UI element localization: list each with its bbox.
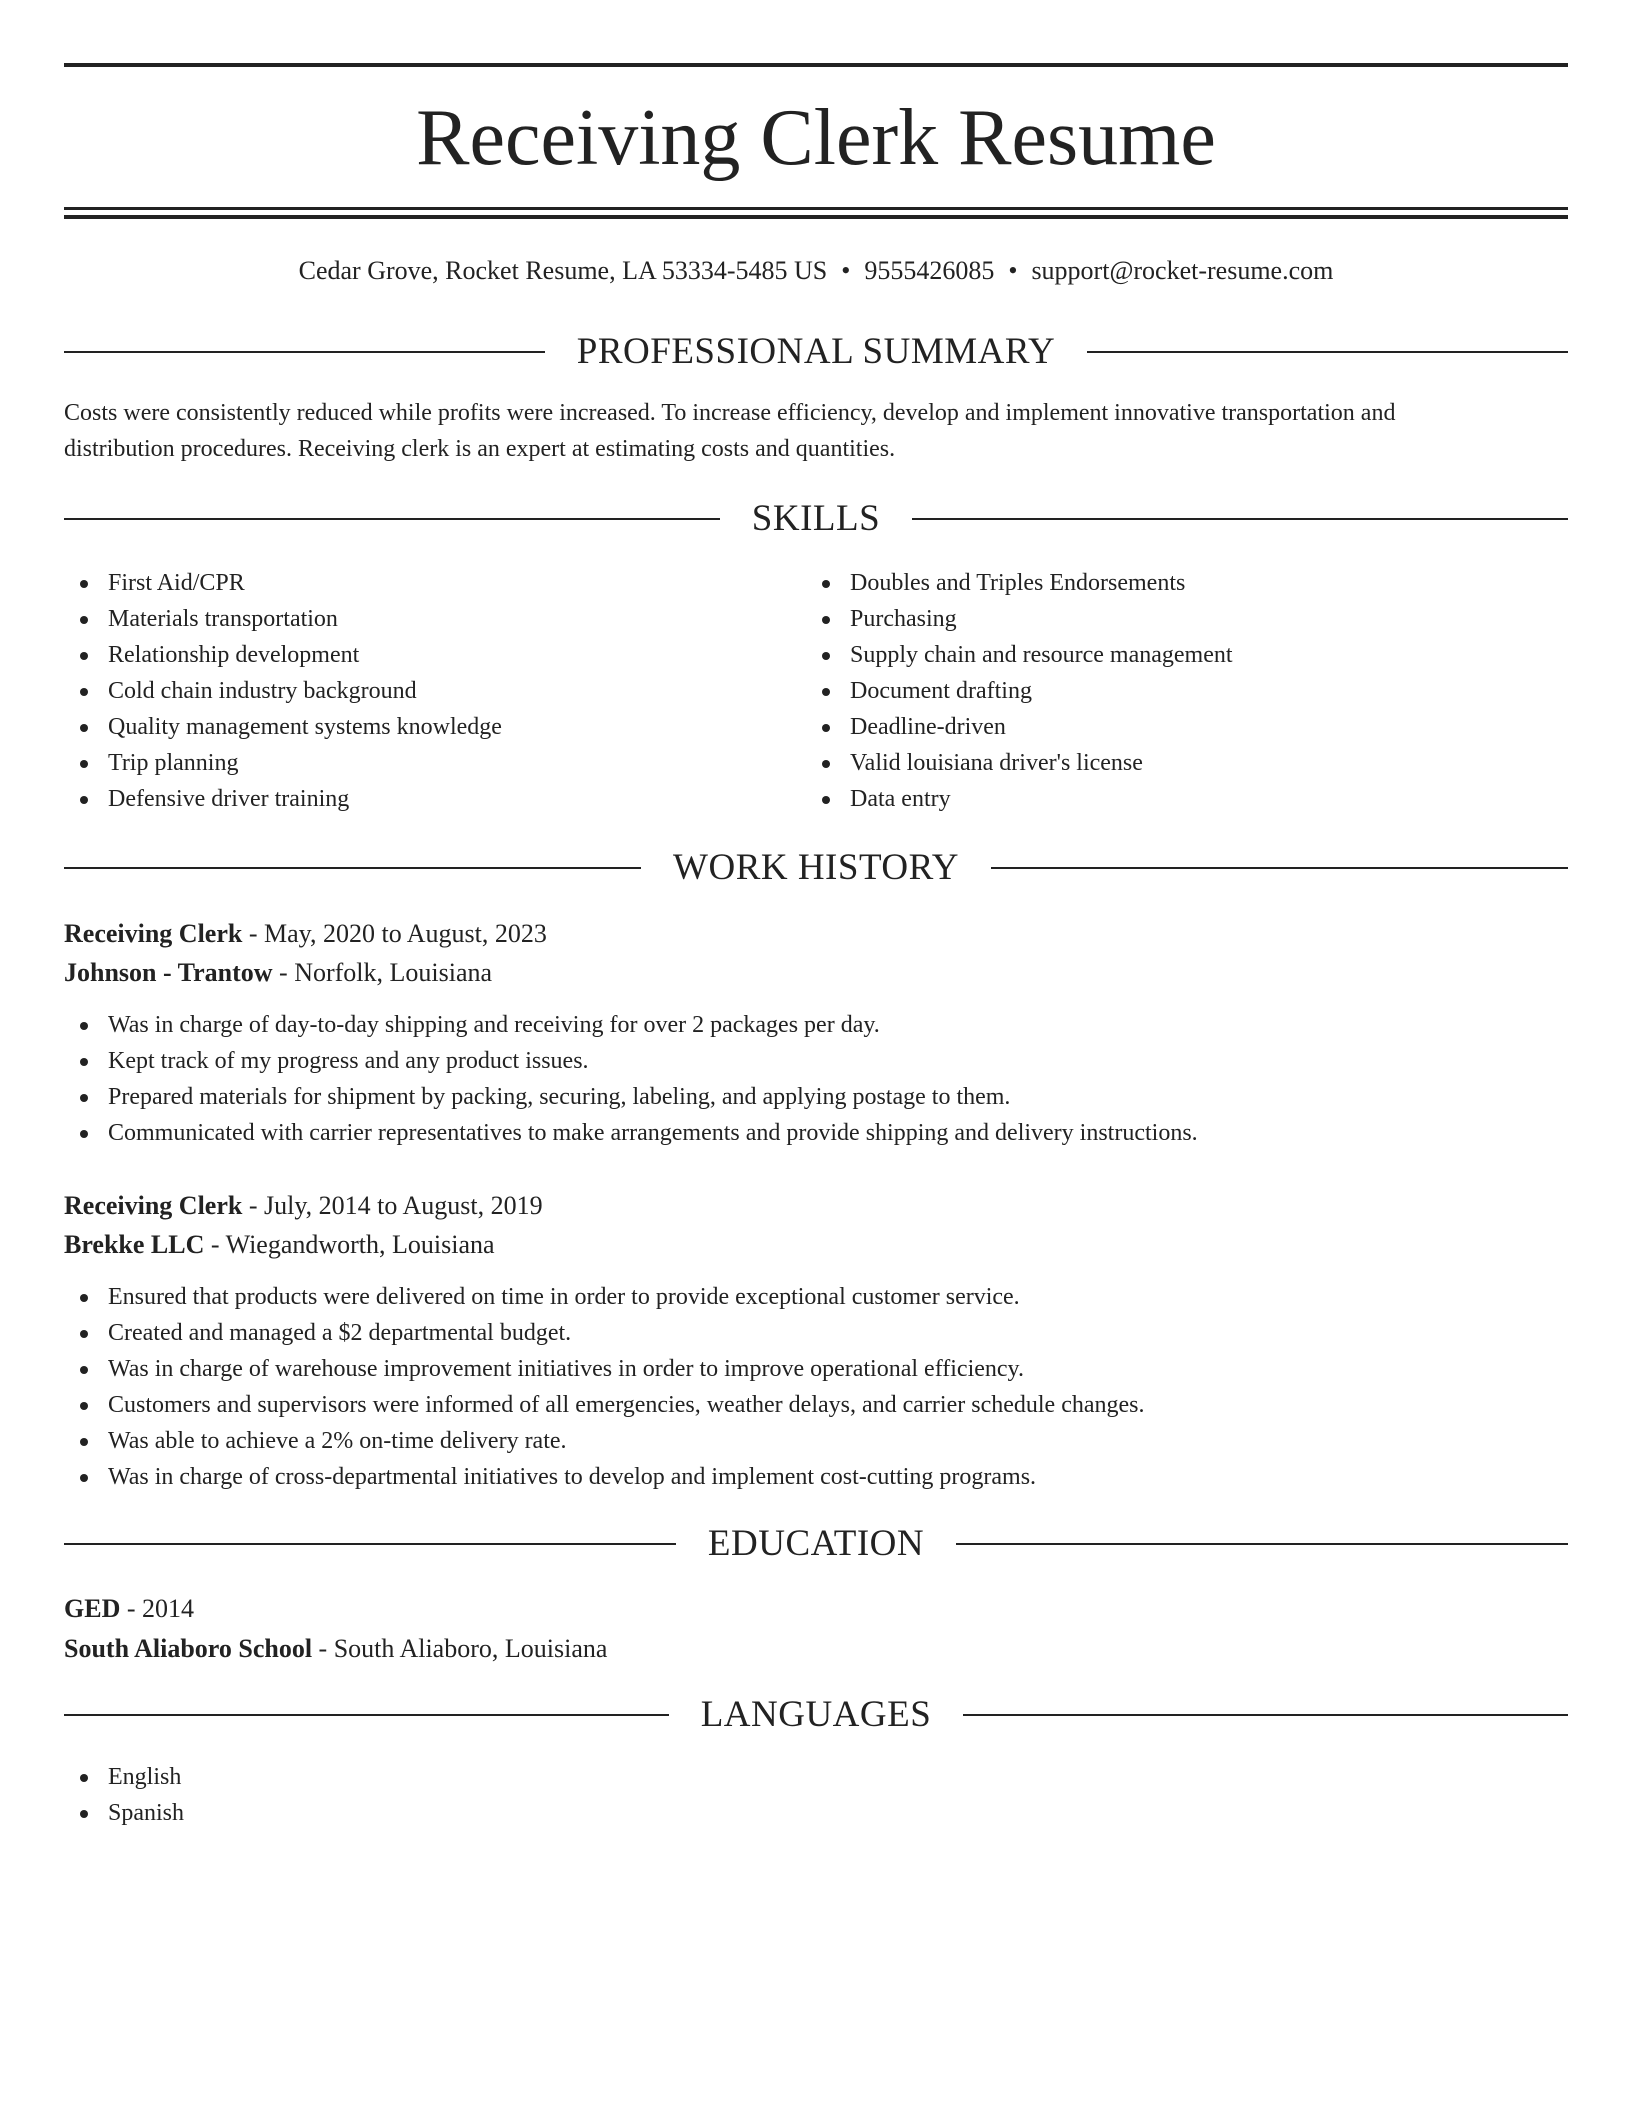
contact-address: Cedar Grove, Rocket Resume, LA 53334-5485 US (298, 256, 828, 285)
education-degree: GED (64, 1594, 121, 1623)
skill-item: Relationship development (64, 637, 764, 673)
job-bullet: Customers and supervisors were informed of all emergencies, weather delays, and carrier schedule changes. (64, 1387, 1568, 1423)
job-dates: - July, 2014 to August, 2019 (242, 1191, 543, 1220)
skill-item: Data entry (806, 781, 1506, 817)
job-company-line (64, 955, 1568, 991)
section-title-languages: LANGUAGES (700, 1694, 932, 1735)
summary-text (64, 395, 1568, 467)
job-location: - Wiegandworth, Louisiana (204, 1230, 495, 1259)
contact-line (64, 254, 1568, 288)
section-header-skills (64, 497, 1568, 541)
skill-item: Deadline-driven (806, 709, 1506, 745)
section-rule-right (956, 1543, 1568, 1545)
job-bullet: Was able to achieve a 2% on-time delivery rate. (64, 1423, 1568, 1459)
job-bullet: Was in charge of cross-departmental initiatives to develop and implement cost-cutting programs. (64, 1459, 1568, 1495)
job-title-line (64, 1188, 1568, 1224)
job-bullet: Created and managed a $2 departmental budget. (64, 1315, 1568, 1351)
education-school-line (64, 1631, 1568, 1667)
skill-item: Valid louisiana driver's license (806, 745, 1506, 781)
section-title-summary: PROFESSIONAL SUMMARY (576, 331, 1056, 372)
section-title-education: EDUCATION (707, 1523, 925, 1564)
summary-line: Costs were consistently reduced while profits were increased. To increase efficiency, develop and implement innovative transportation and (64, 400, 1396, 426)
job-bullet: Kept track of my progress and any product issues. (64, 1043, 1568, 1079)
job-bullet: Was in charge of warehouse improvement initiatives in order to improve operational efficiency. (64, 1351, 1568, 1387)
top-rule (64, 63, 1568, 67)
skill-item: Defensive driver training (64, 781, 764, 817)
skills-column-left (64, 565, 764, 817)
contact-phone: 9555426085 (864, 256, 995, 285)
job-title-line (64, 916, 1568, 952)
summary-line: distribution procedures. Receiving clerk is an expert at estimating costs and quantities. (64, 436, 896, 462)
skill-item: Purchasing (806, 601, 1506, 637)
section-rule-right (912, 518, 1568, 520)
section-rule-left (64, 867, 641, 869)
job-company: Johnson - Trantow (64, 958, 273, 987)
job-location: - Norfolk, Louisiana (272, 958, 493, 987)
section-header-summary (64, 330, 1568, 374)
job-bullet: Ensured that products were delivered on time in order to provide exceptional customer service. (64, 1279, 1568, 1315)
skill-item: Document drafting (806, 673, 1506, 709)
bullet-separator-icon: • (841, 256, 851, 285)
section-title-work: WORK HISTORY (673, 847, 959, 888)
skill-item: Trip planning (64, 745, 764, 781)
section-rule-right (963, 1714, 1568, 1716)
education-degree-line (64, 1591, 1568, 1627)
job-company: Brekke LLC (64, 1230, 205, 1259)
language-item: English (64, 1759, 1568, 1795)
education-year: - 2014 (120, 1594, 195, 1623)
job-title: Receiving Clerk (64, 919, 243, 948)
skills-column-right (806, 565, 1506, 817)
job-bullets (64, 1279, 1568, 1495)
language-item: Spanish (64, 1795, 1568, 1831)
section-rule-left (64, 518, 720, 520)
job-bullet: Was in charge of day-to-day shipping and receiving for over 2 packages per day. (64, 1007, 1568, 1043)
job-bullet: Prepared materials for shipment by packing, securing, labeling, and applying postage to them. (64, 1079, 1568, 1115)
section-rule-left (64, 1543, 676, 1545)
job-title: Receiving Clerk (64, 1191, 243, 1220)
resume-title: Receiving Clerk Resume (416, 94, 1216, 182)
skill-item: Materials transportation (64, 601, 764, 637)
section-title-skills: SKILLS (751, 498, 881, 539)
contact-email: support@rocket-resume.com (1031, 256, 1334, 285)
skill-item: First Aid/CPR (64, 565, 764, 601)
skill-item: Supply chain and resource management (806, 637, 1506, 673)
language-list (64, 1759, 1568, 1831)
job-bullet: Communicated with carrier representatives to make arrangements and provide shipping and delivery instructions. (64, 1115, 1568, 1151)
section-rule-left (64, 351, 545, 353)
education-school: South Aliaboro School (64, 1634, 313, 1663)
section-rule-left (64, 1714, 669, 1716)
skill-item: Quality management systems knowledge (64, 709, 764, 745)
section-header-education (64, 1522, 1568, 1566)
job-dates: - May, 2020 to August, 2023 (242, 919, 547, 948)
section-header-work (64, 846, 1568, 890)
title-rule-upper (64, 207, 1568, 210)
skill-item: Cold chain industry background (64, 673, 764, 709)
job-bullets (64, 1007, 1568, 1151)
job-company-line (64, 1227, 1568, 1263)
section-rule-right (991, 867, 1568, 869)
section-header-languages (64, 1693, 1568, 1737)
section-rule-right (1087, 351, 1568, 353)
education-location: - South Aliaboro, Louisiana (312, 1634, 608, 1663)
skill-item: Doubles and Triples Endorsements (806, 565, 1506, 601)
title-rule-lower (64, 215, 1568, 219)
bullet-separator-icon: • (1008, 256, 1018, 285)
